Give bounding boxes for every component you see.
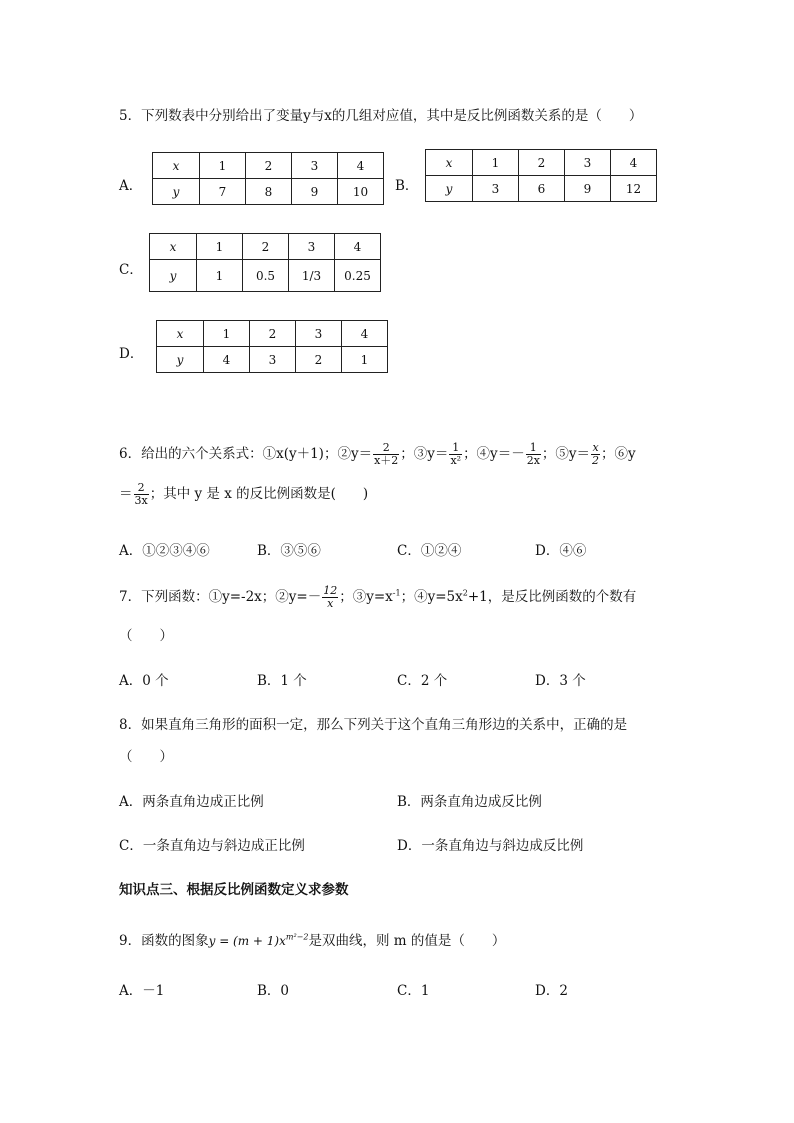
table-cell: 9 <box>292 179 338 205</box>
table-cell: 0.25 <box>335 260 381 292</box>
table-cell: 2 <box>243 234 289 260</box>
table-cell: 0.5 <box>243 260 289 292</box>
q6-text: ；④y＝－ <box>463 446 525 462</box>
numerator: 1 <box>449 442 462 455</box>
table-cell: 3 <box>289 234 335 260</box>
table-cell: 1 <box>197 260 243 292</box>
q7-line1 <box>119 585 636 610</box>
table-cell: 3 <box>292 153 338 179</box>
q5-table-d <box>156 320 388 373</box>
q9-option-c[interactable]: C．1 <box>397 983 430 999</box>
table-cell: 1 <box>204 321 250 347</box>
q6-line2 <box>119 482 368 507</box>
table-cell: 1 <box>473 150 519 176</box>
table-cell: x <box>153 153 200 179</box>
q7-text: 7．下列函数：①y=-2x；②y=－ <box>119 589 322 605</box>
q5-option-a-label[interactable]: A． <box>119 178 143 194</box>
q8-option-c[interactable]: C．一条直角边与斜边成正比例 <box>119 838 305 854</box>
table-cell: 4 <box>204 347 250 373</box>
table-cell: 3 <box>250 347 296 373</box>
q6-option-d[interactable]: D．④⑥ <box>535 543 587 559</box>
table-cell: 1 <box>342 347 388 373</box>
numerator: 2 <box>373 442 399 455</box>
table-cell: x <box>426 150 473 176</box>
denominator: x＋2 <box>374 454 399 467</box>
exponent: -1 <box>392 588 401 598</box>
q8-answer-bracket: （ ） <box>119 749 173 765</box>
table-cell: 1/3 <box>289 260 335 292</box>
table-cell: y <box>426 176 473 202</box>
table-cell: x <box>150 234 197 260</box>
q6-text: ；⑤y＝ <box>541 446 591 462</box>
numerator: 12 <box>323 584 338 597</box>
numerator: 1 <box>526 442 541 455</box>
table-cell: x <box>157 321 204 347</box>
q9-formula: y = (m + 1)x <box>208 934 286 948</box>
table-cell: 4 <box>335 234 381 260</box>
q6-text: ；③y＝ <box>400 446 449 462</box>
q7-option-a[interactable]: A．0 个 <box>119 673 169 689</box>
denominator: 3x <box>134 494 148 507</box>
q6-text: ；其中 y 是 x 的反比例函数是( ) <box>149 486 369 502</box>
table-cell: 9 <box>565 176 611 202</box>
q5-option-c-label[interactable]: C． <box>119 262 143 278</box>
q8-option-b[interactable]: B．两条直角边成反比例 <box>397 794 542 810</box>
q8-option-a[interactable]: A．两条直角边成正比例 <box>119 794 264 810</box>
q5-table-a <box>152 152 384 205</box>
fraction <box>526 442 541 467</box>
fraction <box>591 442 600 467</box>
q6-option-a[interactable]: A．①②③④⑥ <box>119 543 210 559</box>
q5-option-b-label[interactable]: B． <box>395 178 419 194</box>
fraction <box>322 585 338 610</box>
fraction <box>449 442 462 467</box>
q6-text: ；⑥y <box>601 446 636 462</box>
denominator: 2x <box>526 454 540 467</box>
table-cell: 1 <box>197 234 243 260</box>
q6-text: ＝ <box>119 486 133 502</box>
exponent: m²−2 <box>285 932 309 942</box>
table-cell: 2 <box>250 321 296 347</box>
section-heading: 知识点三、根据反比例函数定义求参数 <box>119 882 349 898</box>
q6-option-b[interactable]: B．③⑤⑥ <box>257 543 321 559</box>
table-cell: 2 <box>246 153 292 179</box>
q7-option-b[interactable]: B．1 个 <box>257 673 307 689</box>
q6-line1 <box>119 442 636 467</box>
table-cell: 4 <box>342 321 388 347</box>
table-cell: 1 <box>200 153 246 179</box>
q6-option-c[interactable]: C．①②④ <box>397 543 462 559</box>
table-cell: 3 <box>473 176 519 202</box>
q9-text: 是双曲线，则 m 的值是（ ） <box>308 933 506 949</box>
q9-option-a[interactable]: A．－1 <box>119 983 165 999</box>
q5-table-c <box>149 233 381 292</box>
fraction <box>373 442 399 467</box>
table-cell: 6 <box>519 176 565 202</box>
q9-option-b[interactable]: B．0 <box>257 983 290 999</box>
q8-stem: 8．如果直角三角形的面积一定，那么下列关于这个直角三角形边的关系中，正确的是 <box>119 717 628 733</box>
q7-answer-bracket: （ ） <box>119 628 173 644</box>
table-cell: 10 <box>338 179 384 205</box>
table-cell: 3 <box>296 321 342 347</box>
q7-option-c[interactable]: C．2 个 <box>397 673 448 689</box>
q5-stem: 5．下列数表中分别给出了变量y与x的几组对应值，其中是反比例函数关系的是（ ） <box>119 108 643 124</box>
denominator: 2 <box>592 454 600 467</box>
table-cell: 8 <box>246 179 292 205</box>
table-cell: 2 <box>519 150 565 176</box>
numerator: x <box>592 441 599 454</box>
q5-table-b <box>425 149 657 202</box>
table-cell: y <box>157 347 204 373</box>
table-cell: 4 <box>338 153 384 179</box>
table-cell: 4 <box>611 150 657 176</box>
q9-line <box>119 929 505 949</box>
q7-text: +1，是反比例函数的个数有 <box>467 589 637 605</box>
exponent: 2 <box>462 588 468 598</box>
q8-option-d[interactable]: D．一条直角边与斜边成反比例 <box>397 838 584 854</box>
table-cell: 2 <box>296 347 342 373</box>
q9-text: 9．函数的图象 <box>119 933 209 949</box>
q9-option-d[interactable]: D．2 <box>535 983 568 999</box>
denominator: x <box>327 597 334 610</box>
denominator: x² <box>450 454 462 467</box>
numerator: 2 <box>134 482 149 495</box>
table-cell: 7 <box>200 179 246 205</box>
q7-option-d[interactable]: D．3 个 <box>535 673 586 689</box>
q7-text: ；③y=x <box>339 589 393 605</box>
table-cell: y <box>150 260 197 292</box>
q7-text: ；④y=5x <box>400 589 463 605</box>
fraction <box>134 482 149 507</box>
q6-text: 6．给出的六个关系式：①x(y＋1)；②y＝ <box>119 446 373 462</box>
q5-option-d-label[interactable]: D． <box>119 346 144 362</box>
table-cell: 3 <box>565 150 611 176</box>
table-cell: 12 <box>611 176 657 202</box>
table-cell: y <box>153 179 200 205</box>
